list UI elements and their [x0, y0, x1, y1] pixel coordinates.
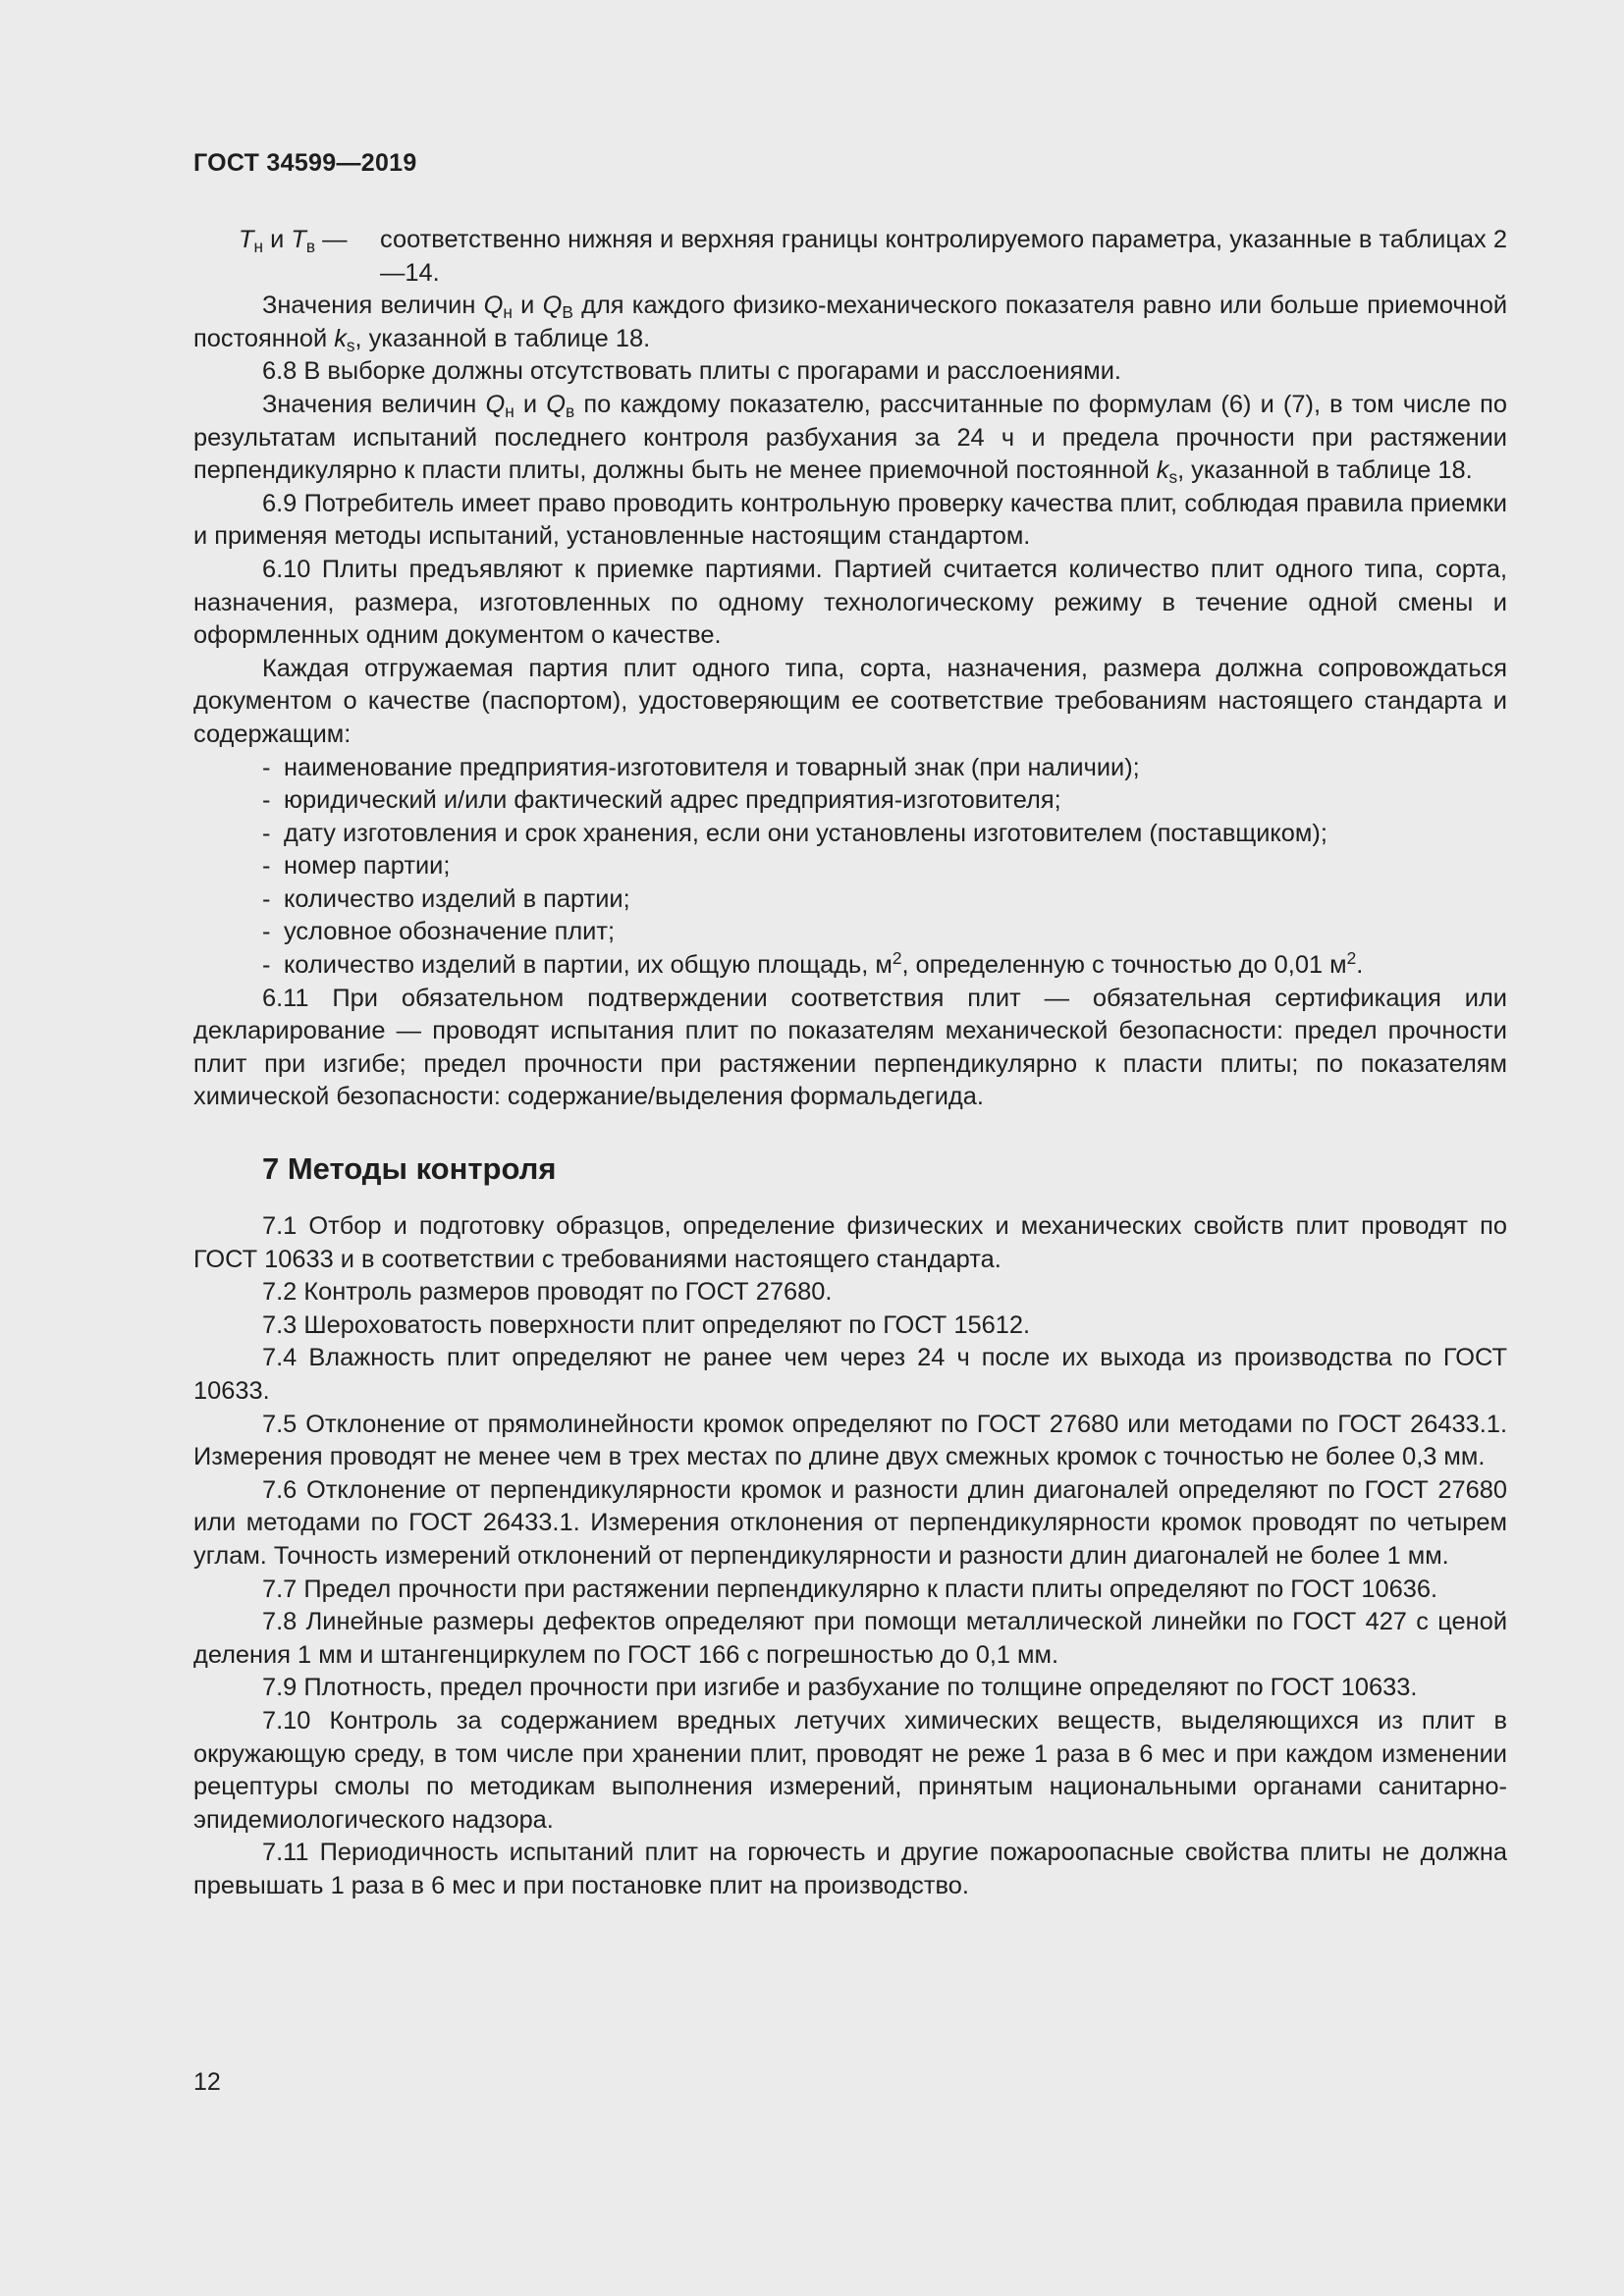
paragraph-7-2: 7.2 Контроль размеров проводят по ГОСТ 27680. — [262, 1278, 833, 1307]
list-item: - юридический и/или фактический адрес предприятия-изготовителя; — [262, 786, 1061, 815]
paragraph-7-11: 7.11 Периодичность испытаний плит на горючесть и другие пожароопасные свойства плиты не должна превышать 1 раза в 6 мес и при постановке плит на производство. — [193, 1839, 1507, 1899]
definition-term: $T_н$ и $T_в$ — — [239, 226, 348, 256]
paragraph-7-7: 7.7 Предел прочности при растяжении перпендикулярно к пласти плиты определяют по ГОСТ 10636. — [262, 1575, 1438, 1603]
paragraph-7-8: 7.8 Линейные размеры дефектов определяют при помощи металлической линейки по ГОСТ 427 с ценой деления 1 мм и штангенциркулем по ГОСТ 166 с погрешностью до 0,1 мм. — [193, 1608, 1507, 1669]
list-item: - наименование предприятия-изготовителя и товарный знак (при наличии); — [262, 753, 1140, 781]
list-item: - номер партии; — [262, 852, 451, 881]
section-7-heading: 7 Методы контроля — [262, 1151, 557, 1187]
definition-tn-tv — [193, 224, 1507, 290]
paragraph-q-values: Значения величин $Q_н$ и $Q_В$ для каждого физико-механического показателя равно или больше приемочной постоянной $k_s$, указанной в таблице 18. — [193, 292, 1508, 355]
document-header: ГОСТ 34599—2019 — [193, 149, 417, 177]
paragraph-7-10: 7.10 Контроль за содержанием вредных летучих химических веществ, выделяющихся из плит в окружающую среду, в том числе при хранении плит, проводят не реже 1 раза в 6 мес и при каждом изменении рецептуры смолы по методикам выполнения измерений, принятым национальными органами санитарно-эпидемиологического надзора. — [193, 1706, 1507, 1834]
page-number: 12 — [193, 2068, 221, 2096]
paragraph-7-4: 7.4 Влажность плит определяют не ранее чем через 24 ч после их выхода из производства по ГОСТ 10633. — [193, 1344, 1507, 1405]
list-item: - условное обозначение плит; — [262, 918, 616, 946]
list-item: - количество изделий в партии, их общую площадь, $м^2$, определенную с точностью до 0,01 $м^2$. — [262, 948, 1364, 980]
document-body — [193, 224, 1507, 1903]
paragraph-7-3: 7.3 Шероховатость поверхности плит определяют по ГОСТ 15612. — [262, 1310, 1031, 1339]
paragraph-6-10: 6.10 Плиты предъявляют к приемке партиями. Партией считается количество плит одного типа, сорта, назначения, размера, изготовленных по одному технологическому режиму в течение одной смены и оформленных одним документом о качестве. — [193, 555, 1507, 650]
paragraph-6-9: 6.9 Потребитель имеет право проводить контрольную проверку качества плит, соблюдая правила приемки и применяя методы испытаний, установленные настоящим стандартом. — [193, 489, 1507, 551]
paragraph-batch-document: Каждая отгружаемая партия плит одного типа, сорта, назначения, размера должна сопровождаться документом о качестве (паспортом), удостоверяющим ее соответствие требованиям настоящего стандарта и содержащим: — [193, 654, 1507, 748]
paragraph-7-1: 7.1 Отбор и подготовку образцов, определение физических и механических свойств плит проводят по ГОСТ 10633 и в соответствии с требованиями настоящего стандарта. — [193, 1212, 1507, 1273]
paragraph-7-6: 7.6 Отклонение от перпендикулярности кромок и разности длин диагоналей определяют по ГОСТ 27680 или методами по ГОСТ 26433.1. Измерения отклонения от перпендикулярности кромок проводят по четырем углам. Точность измерений отклонений от перпендикулярности и разности длин диагоналей не более 1 мм. — [193, 1475, 1507, 1570]
paragraph-6-8: 6.8 В выборке должны отсутствовать плиты с прогарами и расслоениями. — [262, 357, 1121, 386]
batch-document-list — [193, 752, 1507, 983]
paragraph-7-9: 7.9 Плотность, предел прочности при изгибе и разбухание по толщине определяют по ГОСТ 10633. — [262, 1674, 1418, 1702]
list-item: - количество изделий в партии; — [262, 884, 630, 913]
definition-text: соответственно нижняя и верхняя границы контролируемого параметра, указанные в таблицах 2—14. — [380, 226, 1507, 287]
paragraph-6-11: 6.11 При обязательном подтверждении соответствия плит — обязательная сертификация или декларирование — проводят испытания плит по показателям механической безопасности: предел прочности плит при изгибе; предел прочности при растяжении перпендикулярно к пласти плиты; по показателям химической безопасности: содержание/выделения формальдегида. — [193, 984, 1507, 1111]
list-item: - дату изготовления и срок хранения, если они установлены изготовителем (поставщиком); — [262, 819, 1327, 847]
paragraph-7-5: 7.5 Отклонение от прямолинейности кромок определяют по ГОСТ 27680 или методами по ГОСТ 26433.1. Измерения проводят не менее чем в трех местах по длине двух смежных кромок с точностью не более 0,3 мм. — [193, 1410, 1507, 1471]
paragraph-q-formulas: Значения величин $Q_н$ и $Q_в$ по каждому показателю, рассчитанные по формулам (6) и (7), в том числе по результатам испытаний последнего контроля разбухания за 24 ч и предела прочности при растяжении перпендикулярно к пласти плиты, должны быть не менее приемочной постоянной $k_s$, указанной в таблице 18. — [193, 390, 1507, 488]
